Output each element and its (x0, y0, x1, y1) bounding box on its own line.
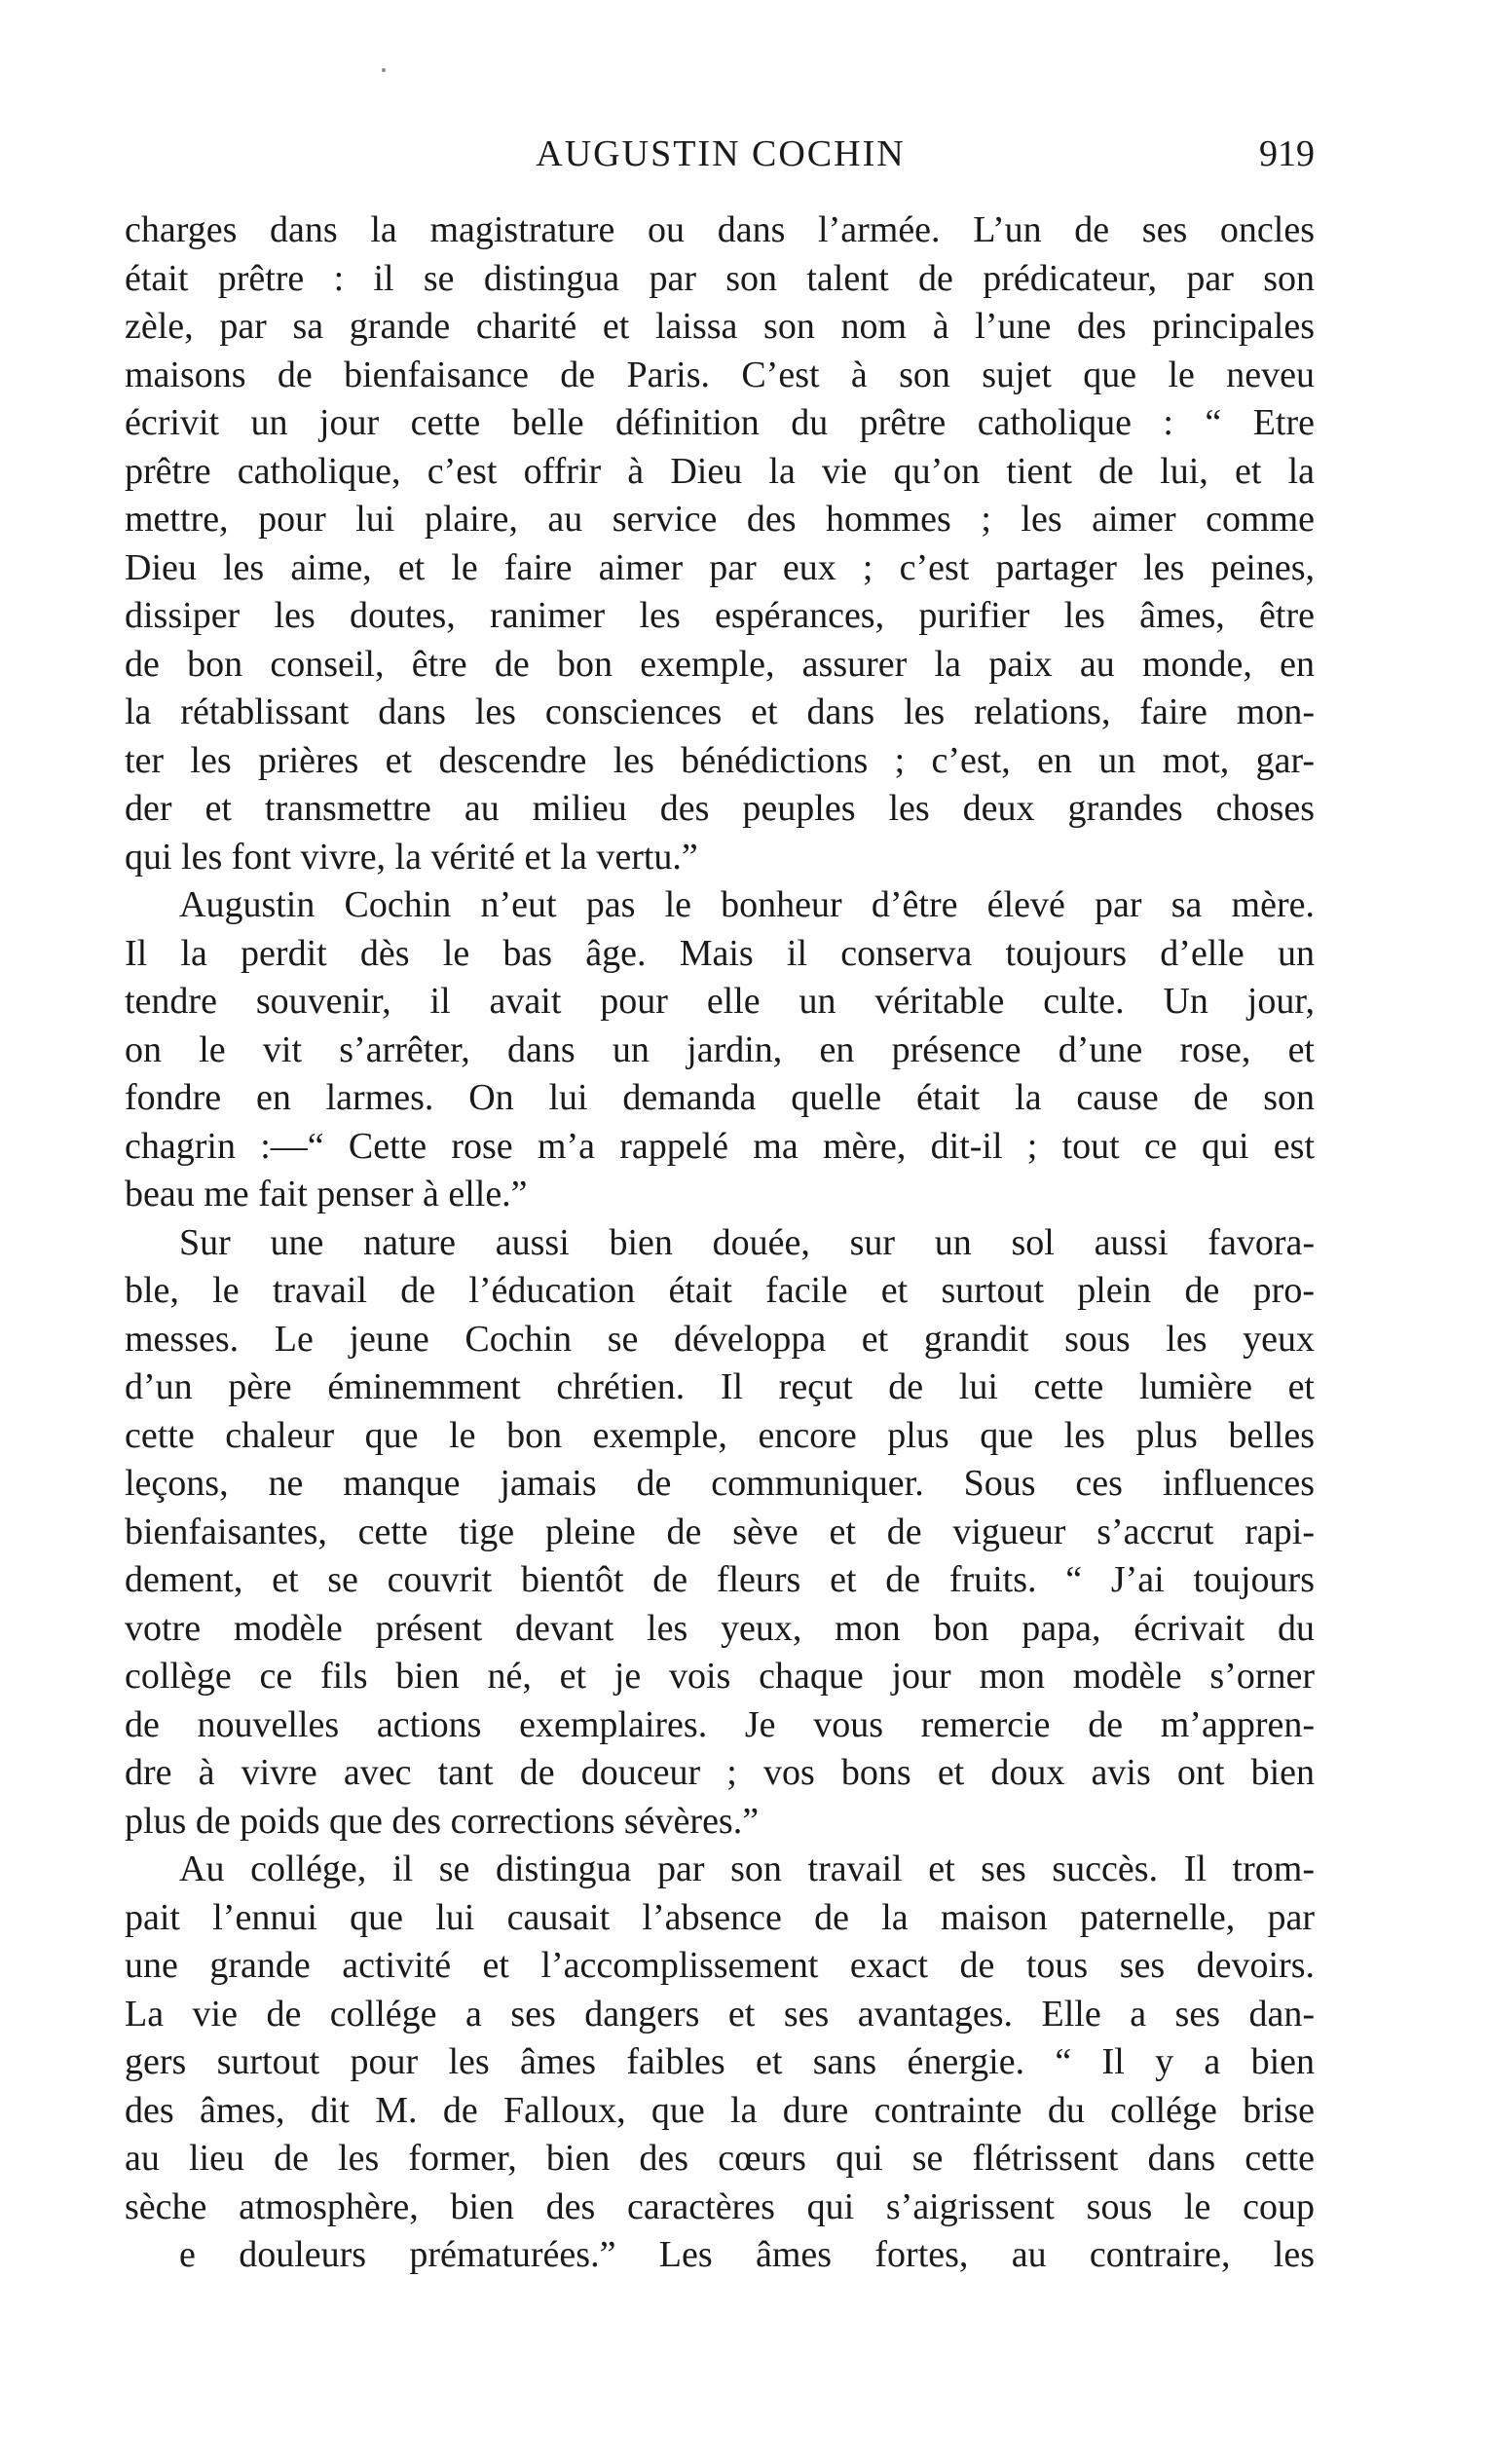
text-line: une grande activité et l’accomplissement exact de tous ses devoirs. (125, 1945, 1315, 1986)
body-text (125, 206, 1315, 2280)
text-line: La vie de collége a ses dangers et ses avantages. Elle a ses dan- (125, 1993, 1315, 2035)
text-line: cette chaleur que le bon exemple, encore plus que les plus belles (125, 1414, 1315, 1456)
text-line: beau me fait penser à elle.” (125, 1174, 528, 1214)
text-line: pait l’ennui que lui causait l’absence de la maison paternelle, par (125, 1896, 1315, 1938)
text-line: d’un père éminemment chrétien. Il reçut de lui cette lumière et (125, 1366, 1315, 1407)
text-line: charges dans la magistrature ou dans l’armée. L’un de ses oncles (125, 209, 1315, 250)
text-line: dre à vivre avec tant de douceur ; vos bons et doux avis ont bien (125, 1752, 1315, 1793)
paragraph-start-line: Augustin Cochin n’eut pas le bonheur d’être élevé par sa mère. (179, 884, 1315, 925)
text-line: gers surtout pour les âmes faibles et sans énergie. “ Il y a bien (125, 2041, 1315, 2082)
page-number: 919 (1259, 133, 1315, 174)
text-line: Il la perdit dès le bas âge. Mais il conserva toujours d’elle un (125, 932, 1315, 974)
text-line: e douleurs prématurées.” Les âmes fortes, au contraire, les (179, 2234, 1315, 2275)
paragraph-start-line: Sur une nature aussi bien douée, sur un sol aussi favora- (179, 1221, 1315, 1263)
text-line: leçons, ne manque jamais de communiquer. Sous ces influences (125, 1463, 1315, 1504)
text-line: ble, le travail de l’éducation était facile et surtout plein de pro- (125, 1270, 1315, 1311)
text-line: était prêtre : il se distingua par son talent de prédicateur, par son (125, 257, 1315, 299)
text-line: de nouvelles actions exemplaires. Je vous remercie de m’appren- (125, 1703, 1315, 1745)
text-line: messes. Le jeune Cochin se développa et grandit sous les yeux (125, 1318, 1315, 1360)
text-line: chagrin :—“ Cette rose m’a rappelé ma mère, dit-il ; tout ce qui est (125, 1125, 1315, 1167)
text-line: bienfaisantes, cette tige pleine de sève et de vigueur s’accrut rapi- (125, 1511, 1315, 1552)
text-line: dement, et se couvrit bientôt de fleurs et de fruits. “ J’ai toujours (125, 1559, 1315, 1600)
text-line: der et transmettre au milieu des peuples les deux grandes choses (125, 788, 1315, 829)
text-line: qui les font vivre, la vérité et la vertu.” (125, 836, 698, 877)
text-line: de bon conseil, être de bon exemple, assurer la paix au monde, en (125, 643, 1315, 685)
text-line: votre modèle présent devant les yeux, mon bon papa, écrivait du (125, 1607, 1315, 1649)
paragraph-start-line: Au collége, il se distingua par son travail et ses succès. Il trom- (179, 1848, 1315, 1889)
text-line: collège ce fils bien né, et je vois chaque jour mon modèle s’orner (125, 1656, 1315, 1697)
text-line: fondre en larmes. On lui demanda quelle était la cause de son (125, 1077, 1315, 1118)
text-line: prêtre catholique, c’est offrir à Dieu la vie qu’on tient de lui, et la (125, 450, 1315, 492)
text-line: on le vit s’arrêter, dans un jardin, en présence d’une rose, et (125, 1028, 1315, 1070)
running-head: AUGUSTIN COCHIN (536, 133, 906, 174)
text-line: au lieu de les former, bien des cœurs qui se flétrissent dans cette (125, 2138, 1315, 2179)
text-line: Dieu les aime, et le faire aimer par eux ; c’est partager les peines, (125, 546, 1315, 588)
text-line: tendre souvenir, il avait pour elle un véritable culte. Un jour, (125, 981, 1315, 1022)
text-line: dissiper les doutes, ranimer les espérances, purifier les âmes, être (125, 595, 1315, 636)
text-line: zèle, par sa grande charité et laissa son nom à l’une des principales (125, 306, 1315, 347)
text-line: la rétablissant dans les consciences et dans les relations, faire mon- (125, 691, 1315, 732)
text-line: plus de poids que des corrections sévères.” (125, 1800, 760, 1842)
text-line: sèche atmosphère, bien des caractères qui s’aigrissent sous le coup (125, 2185, 1315, 2227)
text-line: ter les prières et descendre les bénédictions ; c’est, en un mot, gar- (125, 739, 1315, 781)
text-line: écrivit un jour cette belle définition du prêtre catholique : “ Etre (125, 402, 1315, 443)
scan-speck (382, 68, 386, 72)
text-line: maisons de bienfaisance de Paris. C’est à son sujet que le neveu (125, 354, 1315, 395)
text-line: mettre, pour lui plaire, au service des hommes ; les aimer comme (125, 499, 1315, 540)
text-line: des âmes, dit M. de Falloux, que la dure contrainte du collége brise (125, 2089, 1315, 2131)
page-header (127, 127, 1315, 185)
